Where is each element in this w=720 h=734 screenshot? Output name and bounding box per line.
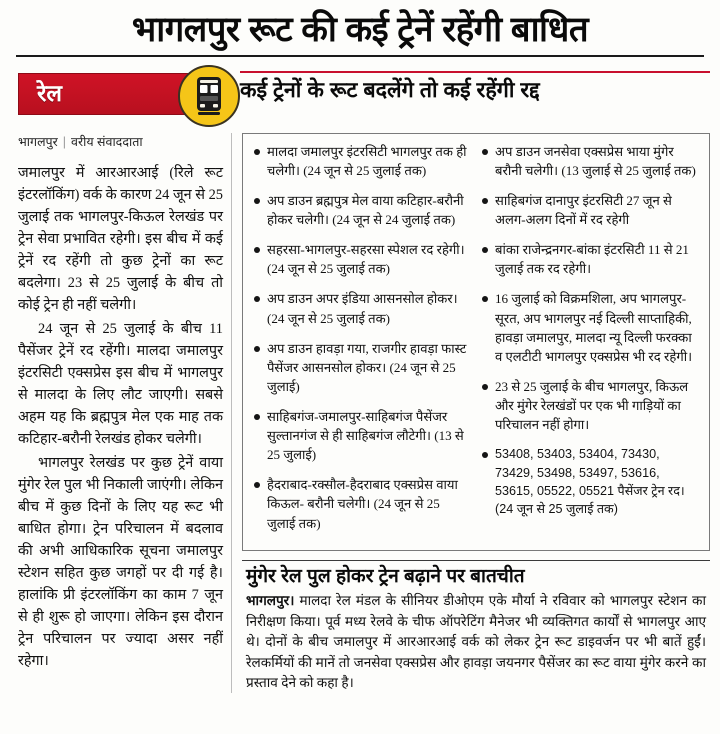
byline bbox=[18, 133, 223, 150]
byline-separator: | bbox=[62, 134, 67, 149]
bullet-list-right bbox=[481, 142, 697, 519]
headline-divider bbox=[16, 55, 704, 57]
train-changes-box bbox=[242, 133, 710, 551]
list-item: 23 से 25 जुलाई के बीच भागलपुर, किऊल और मुंगेर रेलखंडों पर एक भी गाड़ियों का परिचालन नहीं होगा। bbox=[481, 377, 697, 434]
list-item: 16 जुलाई को विक्रमशिला, अप भागलपुर-सूरत, अप भागलपुर नई दिल्ली साप्ताहिकी, हावड़ा जमालपुर, मालदा न्यू दिल्ली फरक्का व एलटीटी भागलपुर एक्सप्रेस भी रद रहेगी। bbox=[481, 289, 697, 365]
list-item: बांका राजेन्द्रनगर-बांका इंटरसिटी 11 से 21 जुलाई तक रद रहेगी। bbox=[481, 240, 697, 278]
story-paragraph: 24 जून से 25 जुलाई के बीच 11 पैसेंजर ट्रेनें रद रहेंगी। मालदा जमालपुर इंटरसिटी एक्सप्रेस इस बीच में भागलपुर से मालदा के लिए लौट जाएगी। सबसे अहम यह कि ब्रह्मपुत्र मेल एक माह तक कटिहार-बरौनी रेलखंड होकर चलेगी। bbox=[18, 320, 223, 448]
story-column bbox=[10, 133, 232, 693]
subhead-column bbox=[232, 69, 710, 102]
byline-place: भागलपुर bbox=[18, 134, 58, 149]
bullet-list-left bbox=[253, 142, 469, 533]
masthead-row bbox=[10, 69, 710, 127]
train-icon bbox=[189, 75, 229, 117]
list-item: साहिबगंज दानापुर इंटरसिटी 27 जून से अलग-अलग दिनों में रद रहेगी bbox=[481, 191, 697, 229]
list-item: अप डाउन हावड़ा गया, राजगीर हावड़ा फास्ट पैसेंजर आसनसोल होकर। (24 जून से 25 जुलाई) bbox=[253, 339, 469, 396]
list-item: हैदराबाद-रक्सौल-हैदराबाद एक्सप्रेस वाया किऊल- बरौनी चलेगी। (24 जून से 25 जुलाई तक) bbox=[253, 475, 469, 532]
list-item: अप डाउन जनसेवा एक्सप्रेस भाया मुंगेर बरौनी चलेगी। (13 जुलाई से 25 जुलाई तक) bbox=[481, 142, 697, 180]
story-body bbox=[18, 162, 223, 673]
section-label: रेल bbox=[37, 80, 63, 107]
bullet-column-right bbox=[475, 142, 703, 544]
story-paragraph: जमालपुर में आरआरआई (रिले रूट इंटरलॉकिंग) वर्क के कारण 24 जून से 25 जुलाई तक भागलपुर-किऊल रेलखंड पर ट्रेन सेवा प्रभावित रहेगी। इस बीच में कई ट्रेनें रद रहेंगी तो कुछ ट्रेनों का रूट बदलेगा। 23 से 25 जुलाई के बीच तो कोई ट्रेन ही नहीं चलेगी। bbox=[18, 164, 223, 313]
subhead-title: कई ट्रेनों के रूट बदलेंगे तो कई रहेंगी रद्द bbox=[240, 77, 540, 102]
list-item: साहिबगंज-जमालपुर-साहिबगंज पैसेंजर सुल्तानगंज से ही साहिबगंज लौटेगी। (13 से 25 जुलाई) bbox=[253, 407, 469, 464]
headline-section bbox=[10, 0, 710, 61]
byline-author: वरीय संवाददाता bbox=[71, 134, 143, 149]
train-medallion bbox=[178, 65, 240, 127]
list-item: सहरसा-भागलपुर-सहरसा स्पेशल रद रहेगी। (24 जून से 25 जुलाई तक) bbox=[253, 240, 469, 278]
list-item: अप डाउन अपर इंडिया आसनसोल होकर। (24 जून से 25 जुलाई तक) bbox=[253, 289, 469, 327]
subhead-divider bbox=[240, 71, 710, 73]
sidebar-column bbox=[232, 133, 710, 693]
list-item: मालदा जमालपुर इंटरसिटी भागलपुर तक ही चलेगी। (24 जून से 25 जुलाई तक) bbox=[253, 142, 469, 180]
secondary-story-body bbox=[246, 591, 706, 693]
page-title: भागलपुर रूट की कई ट्रेनें रहेंगी बाधित bbox=[131, 10, 589, 49]
body-grid bbox=[10, 133, 710, 693]
secondary-dateline: भागलपुर। bbox=[246, 593, 295, 609]
secondary-story-box bbox=[242, 560, 710, 694]
list-item: अप डाउन ब्रह्मपुत्र मेल वाया कटिहार-बरौनी होकर चलेगी। (24 जून से 24 जुलाई तक) bbox=[253, 191, 469, 229]
secondary-story-title: मुंगेर रेल पुल होकर ट्रेन बढ़ाने पर बातचीत bbox=[246, 565, 525, 587]
bullet-column-left bbox=[247, 142, 475, 544]
list-item-train-numbers: 53408, 53403, 53404, 73430, 73429, 53498, 53497, 53616, 53615, 05522, 05521 पैसेंजर ट्रेन रद। (24 जून से 25 जुलाई तक) bbox=[481, 445, 697, 519]
rail-badge-column bbox=[10, 69, 232, 115]
secondary-text: मालदा रेल मंडल के सीनियर डीओएम एके मौर्या ने रविवार को भागलपुर स्टेशन का निरीक्षण किया। पूर्व मध्य रेलवे के चीफ ऑपरेटिंग मैनेजर भी व्यक्तिगत कार्यों से भागलपुर आए थे। दोनों के बीच जमालपुर में आरआरआई वर्क को लेकर ट्रेन रूट डाइवर्जन पर भी बातें हुईं। रेलकर्मियों की मानें तो जनसेवा एक्सप्रेस और हावड़ा जयनगर पैसेंजर का रूट वाया मुंगेर करने का प्रस्ताव देने को कहा है। bbox=[246, 593, 706, 691]
story-paragraph: भागलपुर रेलखंड पर कुछ ट्रेनें वाया मुंगेर रेल पुल भी निकाली जाएंगी। लेकिन बीच में कुछ दिनों के लिए यह रूट भी बाधित होगा। ट्रेन परिचालन में बदलाव की अभी आधिकारिक सूचना जमालपुर स्टेशन सहित कुछ जगहों पर दी गई है। हालांकि प्री इंटरलॉकिंग का काम 7 जून से ही शुरू हो जाएगा। लेकिन इस दौरान ट्रेन परिचालन पर ज्यादा असर नहीं रहेगा। bbox=[18, 455, 223, 670]
